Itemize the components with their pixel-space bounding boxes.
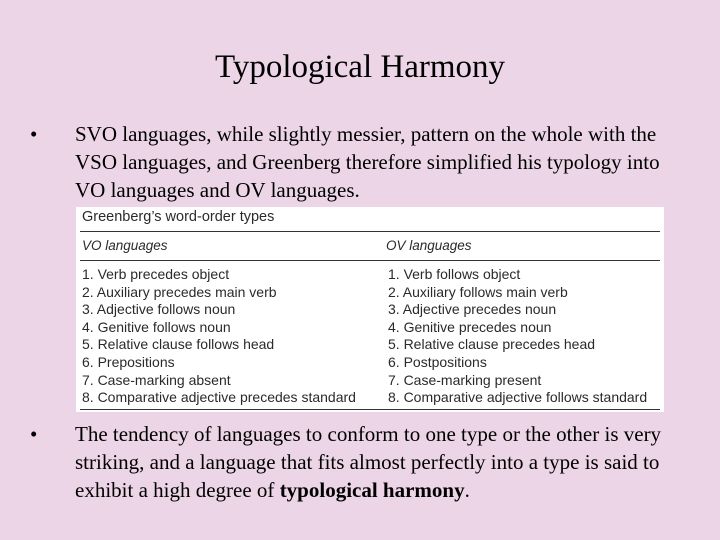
emphasis-term: typological harmony [279, 478, 465, 502]
bullet-marker: • [30, 122, 38, 146]
bullet-text: SVO languages, while slightly messier, pattern on the whole with the VSO languages, and Greenberg therefore simplified his typology into VO languages and OV languages. [75, 122, 660, 202]
vo-item: 6. Prepositions [82, 353, 175, 370]
vo-item: 8. Comparative adjective precedes standard [82, 389, 356, 406]
vo-item: 1. Verb precedes object [82, 266, 230, 282]
bullet-text-start: The tendency of languages to conform to one type or the other is very striking, and a language that fits almost perfectly into a type is said to exhibit a high degree of [75, 422, 662, 502]
bullet-marker: • [30, 422, 38, 446]
vo-column-header: VO languages [82, 238, 168, 253]
table-rule-header [80, 260, 660, 261]
ov-item: 4. Genitive precedes noun [388, 318, 552, 335]
ov-item: 8. Comparative adjective follows standard [388, 389, 648, 406]
word-order-table [76, 207, 664, 412]
table-title: Greenberg’s word-order types [82, 209, 275, 225]
ov-item: 2. Auxiliary follows main verb [388, 283, 568, 300]
ov-list [388, 266, 647, 407]
table-rule-bottom [80, 409, 660, 410]
vo-item: 5. Relative clause follows head [82, 336, 275, 353]
ov-item: 3. Adjective precedes noun [388, 301, 557, 318]
ov-item: 6. Postpositions [388, 353, 487, 370]
table-rule-top [80, 231, 660, 232]
ov-column-header: OV languages [386, 238, 472, 253]
ov-item: 7. Case-marking present [388, 371, 542, 388]
vo-item: 2. Auxiliary precedes main verb [82, 283, 277, 300]
ov-item: 1. Verb follows object [388, 266, 521, 282]
bullet-item-2 [30, 420, 690, 504]
ov-item: 5. Relative clause precedes head [388, 336, 596, 353]
bullet-item-1 [30, 120, 690, 204]
vo-list [82, 266, 356, 407]
bullet-text-end: . [464, 478, 470, 502]
vo-item: 3. Adjective follows noun [82, 301, 236, 318]
slide-title: Typological Harmony [214, 49, 506, 85]
vo-item: 7. Case-marking absent [82, 371, 231, 388]
vo-item: 4. Genitive follows noun [82, 318, 231, 335]
bullet-text [75, 420, 690, 504]
